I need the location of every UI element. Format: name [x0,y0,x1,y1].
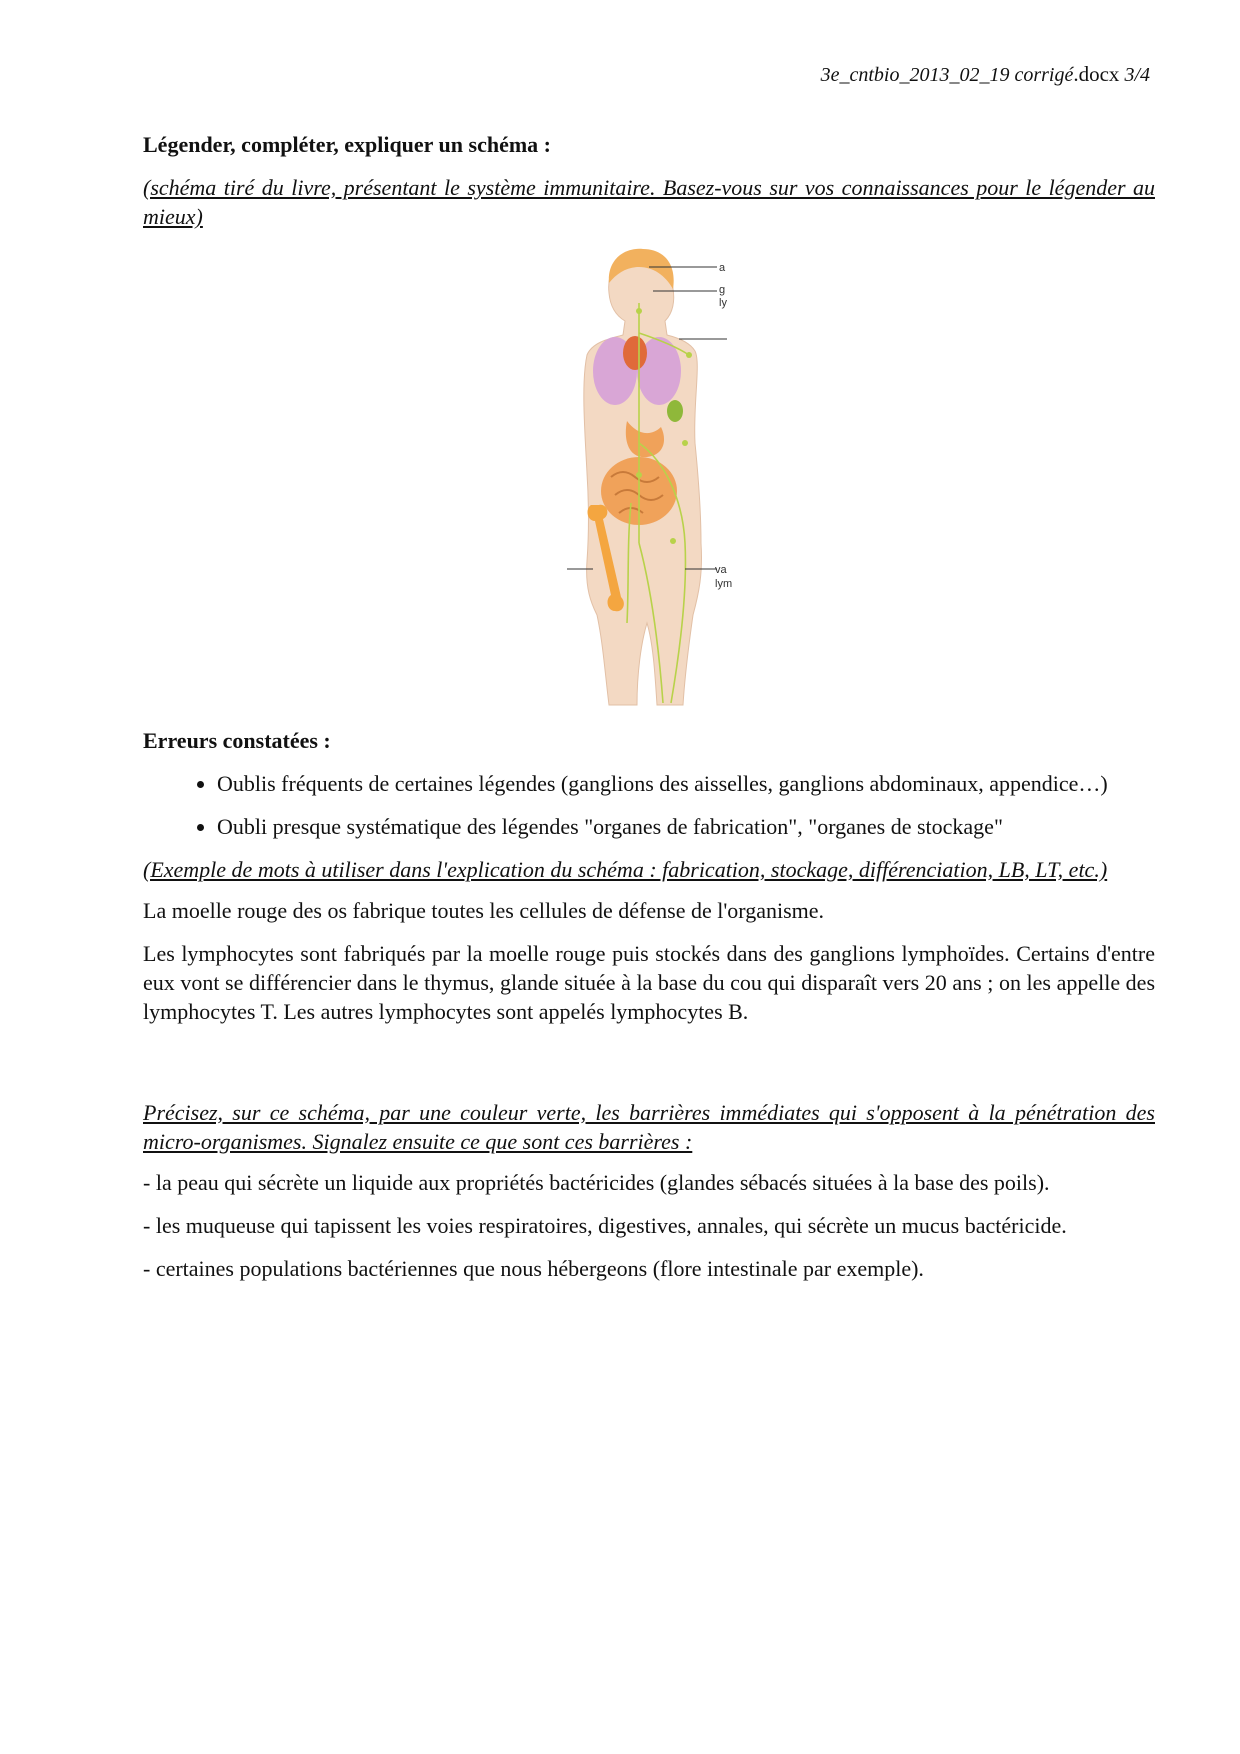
immune-system-diagram [567,243,733,708]
heart [623,336,647,370]
list-item: • Oublis fréquents de certaines légendes (ganglions des aisselles, ganglions abdominaux, appendice…) [217,769,1155,798]
paragraph: - la peau qui sécrète un liquide aux propriétés bactéricides (glandes sébacés situées à la base des poils). [143,1170,1050,1195]
paragraph: La moelle rouge des os fabrique toutes les cellules de défense de l'organisme. [143,898,825,923]
list-item: • Oubli presque systématique des légendes "organes de fabrication", "organes de stockage" [217,812,1155,841]
figure-label: lym [715,578,733,590]
page-content [143,130,1155,1297]
lymph-node [636,472,642,478]
lymph-node [636,308,642,314]
paragraph: - les muqueuse qui tapissent les voies respiratoires, digestives, annales, qui sécrète un mucus bactéricide. [143,1213,1067,1238]
explanation-instruction: (Exemple de mots à utiliser dans l'explication du schéma : fabrication, stockage, différenciation, LB, LT, etc.) [143,857,1108,882]
header-page-number: 3/4 [1124,64,1150,86]
figure-label: a [719,262,726,274]
header-filename: 3e_cntbio_2013_02_19 corrigé [820,64,1074,86]
lymph-node [686,352,692,358]
section-title-errors: Erreurs constatées : [143,728,331,753]
header-extension: .docx [1073,62,1120,86]
spacer [143,1040,1155,1098]
immune-system-figure [567,243,733,708]
figure-label: va [715,564,727,576]
lymph-node [682,440,688,446]
paragraph: Les lymphocytes sont fabriqués par la moelle rouge puis stockés dans des ganglions lymphoïdes. Certains d'entre eux vont se différencier dans le thymus, glande située à la base du cou qui disparaît vers 20 ans ; on les appelle des lymphocytes T. Les autres lymphocytes sont appelés lymphocytes B. [143,941,1155,1024]
barriers-instruction: Précisez, sur ce schéma, par une couleur verte, les barrières immédiates qui s'opposent à la pénétration des micro-organismes. Signalez ensuite ce que sont ces barrières : [143,1100,1155,1154]
errors-list [143,769,1155,841]
figure-label: g [719,284,726,296]
schema-instruction: (schéma tiré du livre, présentant le système immunitaire. Basez-vous sur vos connaissances pour le légender au mieux) [143,175,1155,229]
section-title-schema: Légender, compléter, expliquer un schéma : [143,132,551,157]
lymph-node [670,538,676,544]
paragraph: - certaines populations bactériennes que nous hébergeons (flore intestinale par exemple). [143,1256,924,1281]
figure-label: ly [719,297,727,309]
spleen [667,400,683,422]
page-header [821,62,1150,87]
